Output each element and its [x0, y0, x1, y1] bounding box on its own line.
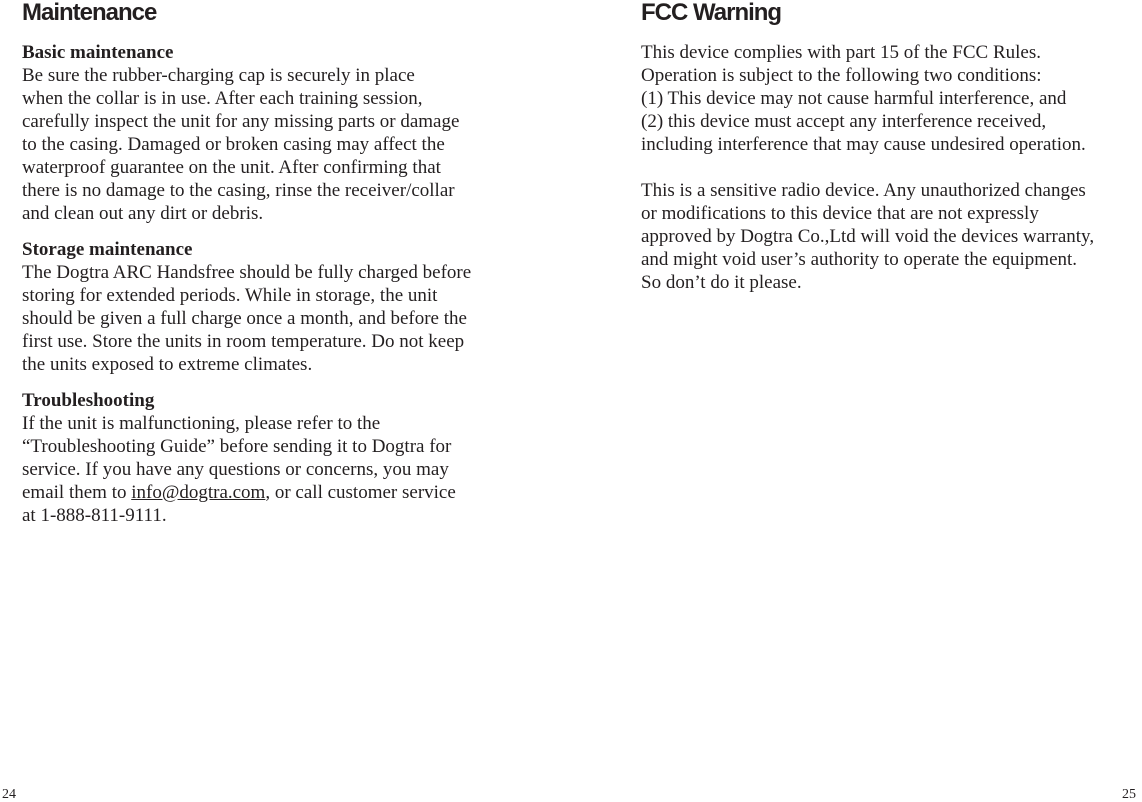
storage-maintenance-line: should be given a full charge once a month, and before the	[22, 308, 467, 329]
storage-maintenance-section	[22, 238, 502, 376]
troubleshooting-email-line	[22, 481, 502, 504]
troubleshooting-line: “Troubleshooting Guide” before sending it to Dogtra for	[22, 436, 452, 457]
basic-maintenance-section	[22, 41, 502, 225]
page-number-right: 25	[1122, 787, 1136, 802]
basic-maintenance-line: Be sure the rubber-charging cap is securely in place	[22, 65, 415, 86]
troubleshooting-line: service. If you have any questions or concerns, you may	[22, 459, 449, 480]
email-prefix: email them to	[22, 482, 132, 503]
basic-maintenance-title: Basic maintenance	[22, 42, 174, 63]
basic-maintenance-line: waterproof guarantee on the unit. After confirming that	[22, 157, 441, 178]
fcc-modification-paragraph	[641, 179, 1136, 294]
fcc-line: Operation is subject to the following two conditions:	[641, 65, 1042, 86]
fcc-line: approved by Dogtra Co.,Ltd will void the devices warranty,	[641, 226, 1095, 247]
support-email-link[interactable]: info@dogtra.com	[131, 482, 266, 503]
fcc-line: This is a sensitive radio device. Any unauthorized changes	[641, 180, 1086, 201]
page-number-left: 24	[2, 787, 16, 802]
fcc-line: (2) this device must accept any interference received,	[641, 111, 1047, 132]
fcc-line: (1) This device may not cause harmful interference, and	[641, 88, 1067, 109]
basic-maintenance-line: when the collar is in use. After each training session,	[22, 88, 423, 109]
storage-maintenance-line: storing for extended periods. While in storage, the unit	[22, 285, 438, 306]
storage-maintenance-line: the units exposed to extreme climates.	[22, 354, 313, 375]
troubleshooting-line: If the unit is malfunctioning, please refer to the	[22, 413, 381, 434]
storage-maintenance-title: Storage maintenance	[22, 239, 193, 260]
storage-maintenance-line: The Dogtra ARC Handsfree should be fully charged before	[22, 262, 472, 283]
troubleshooting-section	[22, 389, 502, 527]
fcc-compliance-paragraph	[641, 41, 1136, 156]
fcc-line: This device complies with part 15 of the FCC Rules.	[641, 42, 1042, 63]
basic-maintenance-line: and clean out any dirt or debris.	[22, 203, 264, 224]
maintenance-heading: Maintenance	[22, 0, 157, 26]
maintenance-column	[22, 41, 502, 540]
storage-maintenance-line: first use. Store the units in room temperature. Do not keep	[22, 331, 465, 352]
troubleshooting-title: Troubleshooting	[22, 390, 155, 411]
troubleshooting-phone-line: at 1-888-811-9111.	[22, 505, 167, 526]
fcc-line: including interference that may cause undesired operation.	[641, 134, 1086, 155]
fcc-line: So don’t do it please.	[641, 272, 802, 293]
fcc-warning-heading: FCC Warning	[641, 0, 782, 26]
fcc-line: and might void user’s authority to operate the equipment.	[641, 249, 1078, 270]
fcc-line: or modifications to this device that are not expressly	[641, 203, 1039, 224]
basic-maintenance-line: carefully inspect the unit for any missing parts or damage	[22, 111, 460, 132]
fcc-warning-column	[641, 41, 1136, 317]
basic-maintenance-line: there is no damage to the casing, rinse the receiver/collar	[22, 180, 455, 201]
basic-maintenance-line: to the casing. Damaged or broken casing may affect the	[22, 134, 445, 155]
email-suffix: , or call customer service	[265, 482, 456, 503]
